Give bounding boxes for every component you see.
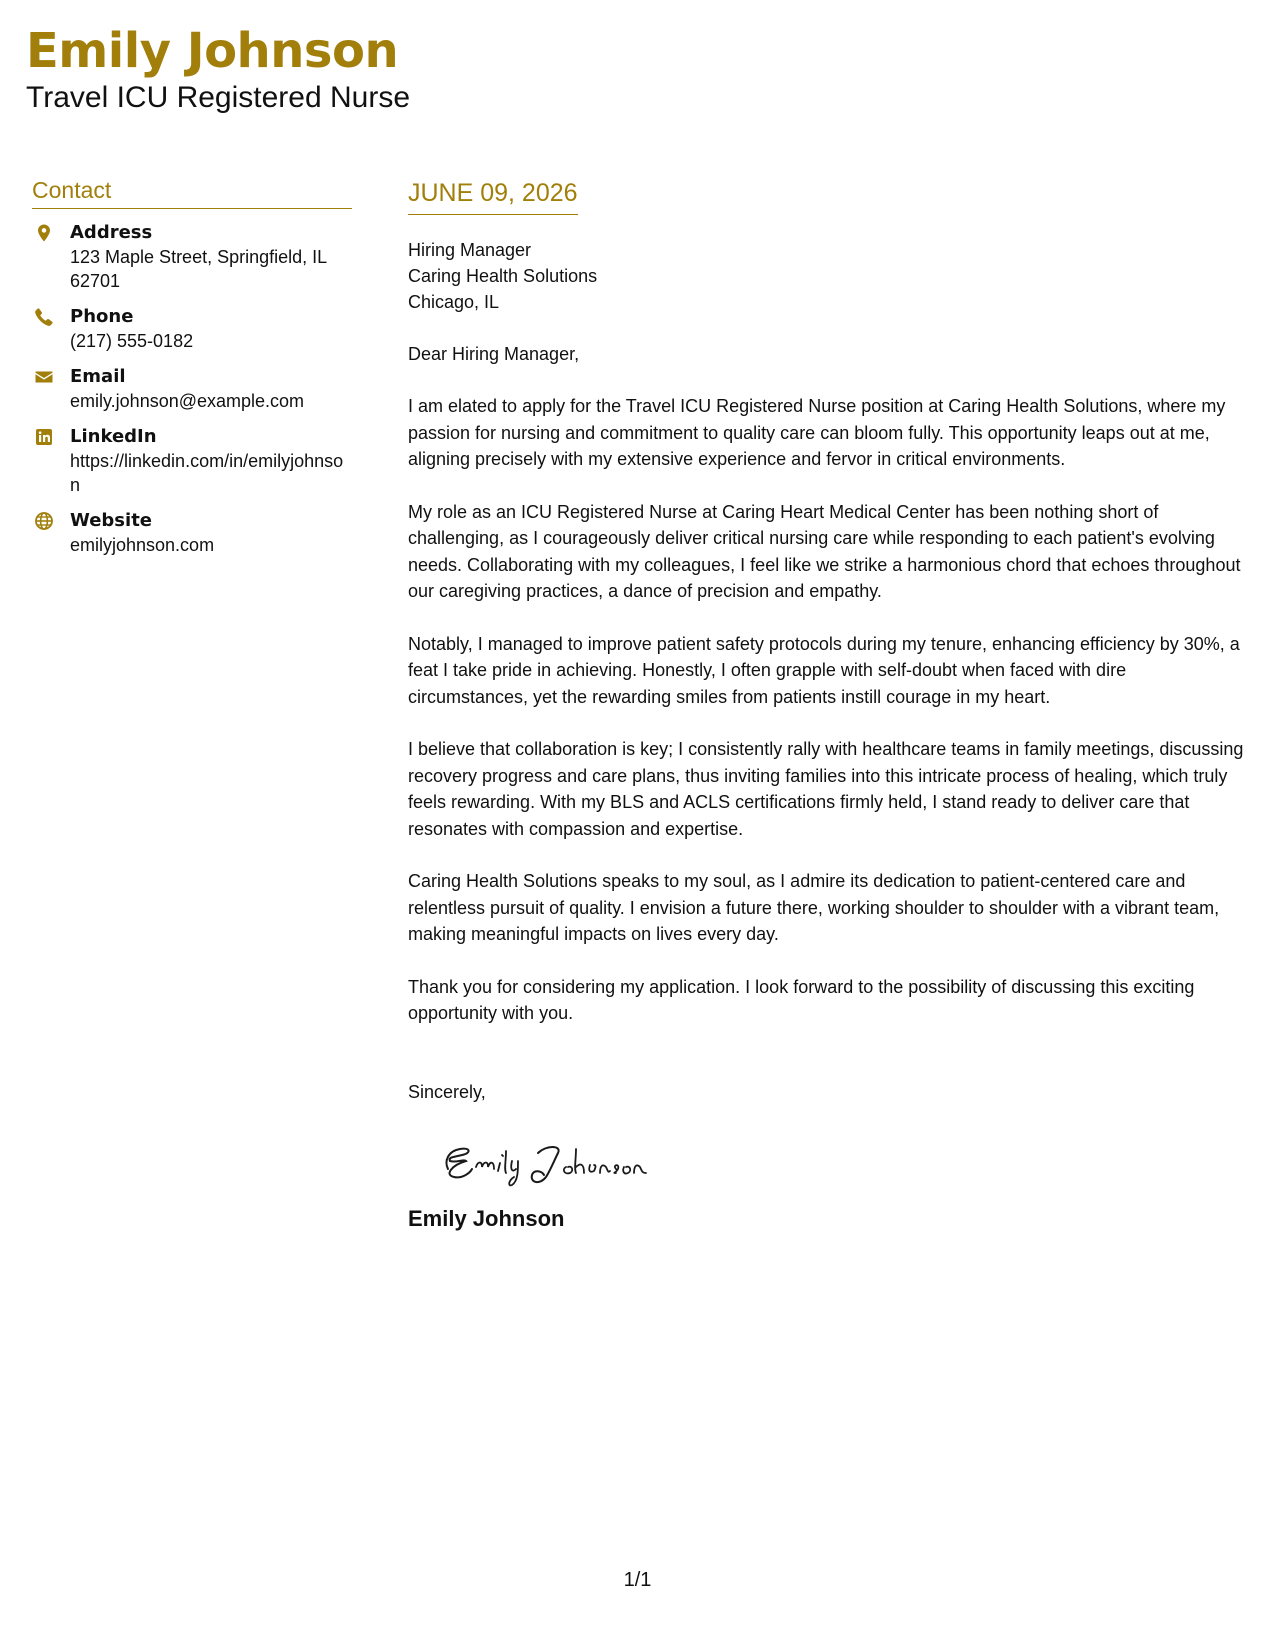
contact-label: LinkedIn bbox=[70, 426, 157, 447]
paragraph: I believe that collaboration is key; I consistently rally with healthcare teams in family meetings, discussing recovery progress and care plans, thus inviting families into this intricate process of healing, which truly feels rewarding. With my BLS and ACLS certifications firmly held, I stand ready to deliver care that resonates with compassion and expertise. bbox=[408, 739, 1244, 839]
contact-sidebar bbox=[32, 176, 352, 569]
contact-item-linkedin bbox=[32, 425, 352, 497]
letter-body bbox=[408, 178, 1248, 1233]
closing: Sincerely, bbox=[408, 1081, 486, 1102]
paragraph: Thank you for considering my application. I look forward to the possibility of discussing this exciting opportunity with you. bbox=[408, 976, 1195, 1023]
salutation: Dear Hiring Manager, bbox=[408, 344, 580, 364]
email-value[interactable]: emily.johnson@example.com bbox=[70, 391, 305, 411]
contact-section-title: Contact bbox=[32, 176, 352, 209]
contact-label: Email bbox=[70, 366, 126, 387]
page-number: 1/1 bbox=[623, 1569, 652, 1591]
paragraph: Notably, I managed to improve patient safety protocols during my tenure, enhancing efficiency by 30%, a feat I take pride in achieving. Honestly, I often grapple with self-doubt when faced with dire circumstances, yet the rewarding smiles from patients instill courage in my heart. bbox=[408, 633, 1240, 707]
linkedin-value[interactable]: https://linkedin.com/in/emilyjohnson bbox=[70, 451, 344, 495]
applicant-role: Travel ICU Registered Nurse bbox=[26, 81, 411, 114]
contact-item-email bbox=[32, 365, 352, 413]
envelope-icon bbox=[34, 367, 54, 387]
paragraph: Caring Health Solutions speaks to my soul, as I admire its dedication to patient-centered care and relentless pursuit of quality. I envision a future there, working shoulder to shoulder with a vibrant team, making meaningful impacts on lives every day. bbox=[408, 871, 1220, 944]
letter-date: JUNE 09, 2026 bbox=[408, 179, 578, 207]
contact-label: Address bbox=[70, 222, 153, 243]
map-pin-icon bbox=[34, 223, 54, 243]
linkedin-icon bbox=[34, 427, 54, 447]
address-value: 123 Maple Street, Springfield, IL 62701 bbox=[70, 247, 327, 291]
website-value[interactable]: emilyjohnson.com bbox=[70, 535, 215, 555]
phone-icon bbox=[34, 307, 54, 327]
paragraph: My role as an ICU Registered Nurse at Caring Heart Medical Center has been nothing short of challenging, as I courageously deliver critical nursing care while responding to each patient's evolving needs. Collaborating with my colleagues, I feel like we strike a harmonious chord that echoes throughout our caregiving practices, a dance of precision and empathy. bbox=[408, 501, 1241, 601]
globe-icon bbox=[34, 511, 54, 531]
handwritten-signature bbox=[426, 1131, 676, 1191]
document-header bbox=[26, 22, 410, 116]
phone-value: (217) 555-0182 bbox=[70, 331, 194, 351]
recipient-company: Caring Health Solutions bbox=[408, 266, 598, 286]
recipient-block bbox=[408, 237, 1248, 315]
date-block bbox=[408, 178, 578, 215]
contact-label: Website bbox=[70, 510, 153, 531]
paragraph: I am elated to apply for the Travel ICU Registered Nurse position at Caring Health Solutions, where my passion for nursing and commitment to quality care can bloom fully. This opportunity leaps out at me, aligning precisely with my extensive experience and fervor in critical environments. bbox=[408, 396, 1226, 469]
contact-label: Phone bbox=[70, 306, 134, 327]
recipient-location: Chicago, IL bbox=[408, 292, 500, 312]
contact-item-phone bbox=[32, 305, 352, 353]
applicant-name: Emily Johnson bbox=[26, 23, 399, 79]
contact-item-website bbox=[32, 509, 352, 557]
contact-item-address bbox=[32, 221, 352, 293]
signer-name: Emily Johnson bbox=[408, 1205, 565, 1231]
recipient-title: Hiring Manager bbox=[408, 240, 532, 260]
